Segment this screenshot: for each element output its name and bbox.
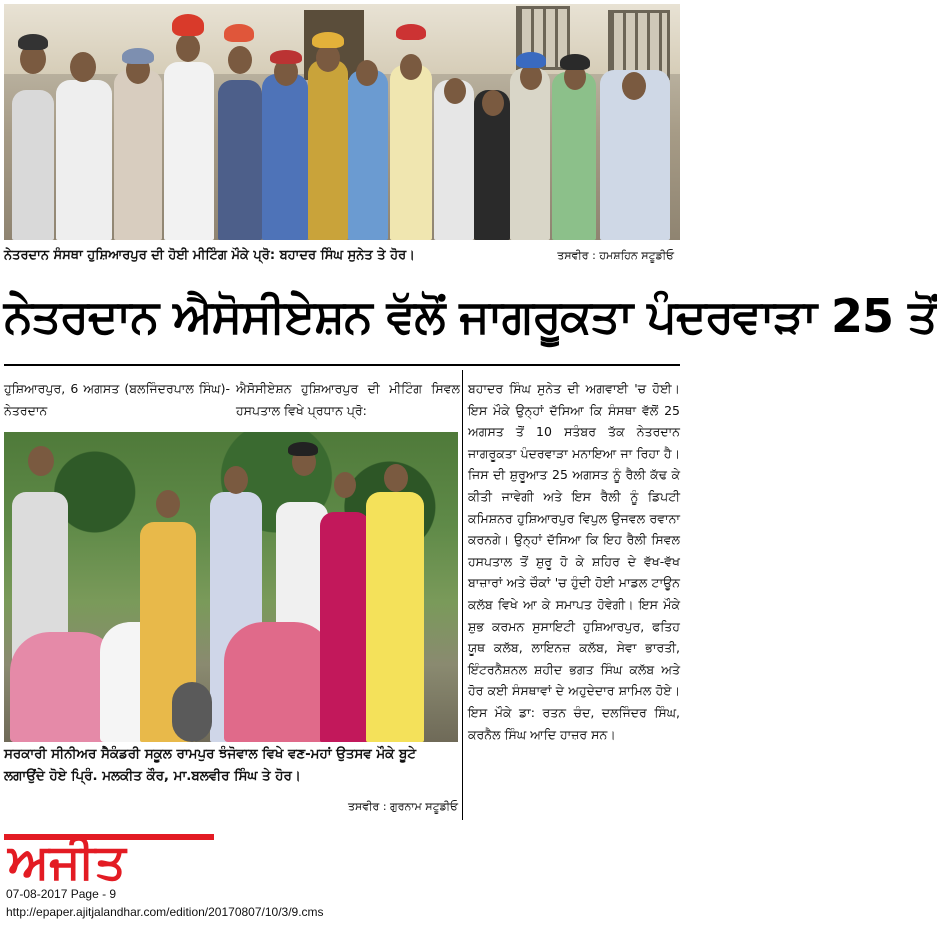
ajit-logo-mark xyxy=(4,828,224,890)
top-photo-caption: ਨੇਤਰਦਾਨ ਸੰਸਥਾ ਹੁਸ਼ਿਆਰਪੁਰ ਦੀ ਹੋਈ ਮੀਟਿੰਗ ਮੌਕੇ ਪ੍ਰੋ: ਬਹਾਦਰ ਸਿੰਘ ਸੁਨੇਤ ਤੇ ਹੋਰ। xyxy=(4,248,415,263)
article-column-3 xyxy=(468,378,680,818)
ajit-logo xyxy=(4,828,224,890)
article-col2-text: ਐਸੋਸੀਏਸ਼ਨ ਹੁਸ਼ਿਆਰਪੁਰ ਦੀ ਮੀਟਿੰਗ ਸਿਵਲ ਹਸਪਤਾਲ ਵਿਖੇ ਪ੍ਰਧਾਨ ਪ੍ਰੋ: xyxy=(236,381,460,418)
article-dateline: ਹੁਸ਼ਿਆਰਪੁਰ, 6 ਅਗਸਤ (ਬਲਜਿੰਦਰਪਾਲ ਸਿੰਘ)-ਨੇਤਰਦਾਨ xyxy=(4,381,230,418)
publication-date-page: 07-08-2017 Page - 9 xyxy=(6,887,117,901)
bottom-photo-credit: ਤਸਵੀਰ : ਗੁਰਨਾਮ ਸਟੂਡੀਓ xyxy=(347,800,458,813)
headline: ਨੇਤਰਦਾਨ ਐਸੋਸੀਏਸ਼ਨ ਵੱਲੋਂ ਜਾਗਰੂਕਤਾ ਪੰਦਰਵਾੜਾ 25 ਤੋਂ xyxy=(4,289,937,343)
column-divider xyxy=(462,370,463,820)
article-col3-text: ਬਹਾਦਰ ਸਿੰਘ ਸੁਨੇਤ ਦੀ ਅਗਵਾਈ 'ਚ ਹੋਈ। ਇਸ ਮੌਕੇ ਉਨ੍ਹਾਂ ਦੱਸਿਆ ਕਿ ਸੰਸਥਾ ਵੱਲੋਂ 25 ਅਗਸਤ ਤੋਂ 10 ਸਤੰਬਰ ਤੱਕ ਨੇਤਰਦਾਨ ਜਾਗਰੂਕਤਾ ਪੰਦਰਵਾੜਾ ਮਨਾਇਆ ਜਾ ਰਿਹਾ ਹੈ। ਜਿਸ ਦੀ ਸ਼ੁਰੂਆਤ 25 ਅਗਸਤ ਨੂੰ ਰੈਲੀ ਕੱਢ ਕੇ ਕੀਤੀ ਜਾਵੇਗੀ ਅਤੇ ਇਸ ਰੈਲੀ ਨੂੰ ਡਿਪਟੀ ਕਮਿਸ਼ਨਰ ਹੁਸ਼ਿਆਰਪੁਰ ਵਿਪੁਲ ਉਜਵਲ ਰਵਾਨਾ ਕਰਨਗੇ। ਉਨ੍ਹਾਂ ਦੱਸਿਆ ਕਿ ਇਹ ਰੈਲੀ ਸਿਵਲ ਹਸਪਤਾਲ ਤੋਂ ਸ਼ੁਰੂ ਹੋ ਕੇ ਸ਼ਹਿਰ ਦੇ ਵੱਖ-ਵੱਖ ਬਾਜ਼ਾਰਾਂ ਅਤੇ ਚੌਕਾਂ 'ਚ ਹੁੰਦੀ ਹੋਈ ਮਾਡਲ ਟਾਊਨ ਕਲੱਬ ਵਿਖੇ ਆ ਕੇ ਸਮਾਪਤ ਹੋਵੇਗੀ। ਇਸ ਮੌਕੇ ਸ਼ੁਭ ਕਰਮਨ ਸੁਸਾਇਟੀ ਹੁਸ਼ਿਆਰਪੁਰ, ਫਤਿਹ ਯੂਥ ਕਲੱਬ, ਲਾਇਨਜ਼ ਕਲੱਬ, ਸੇਵਾ ਭਾਰਤੀ, ਇੰਟਰਨੈਸ਼ਨਲ ਸ਼ਹੀਦ ਭਗਤ ਸਿੰਘ ਕਲੱਬ ਅਤੇ ਹੋਰ ਕਈ ਸੰਸਥਾਵਾਂ ਦੇ ਅਹੁਦੇਦਾਰ ਸ਼ਾਮਿਲ ਹੋਏ। ਇਸ ਮੌਕੇ ਡਾ: ਰਤਨ ਚੰਦ, ਦਲਜਿੰਦਰ ਸਿੰਘ, ਕਰਨੈਲ ਸਿੰਘ ਆਦਿ ਹਾਜ਼ਰ ਸਨ। xyxy=(468,381,680,742)
top-group-photo xyxy=(4,4,680,240)
top-photo-credit: ਤਸਵੀਰ : ਹਮਸ਼ਹਿਨ ਸਟੂਡੀਓ xyxy=(557,249,674,262)
bottom-tree-planting-photo xyxy=(4,432,458,742)
epaper-url[interactable]: http://epaper.ajitjalandhar.com/edition/20170807/10/3/9.cms xyxy=(6,905,324,919)
top-photo-caption-bar xyxy=(4,244,680,268)
ajit-logo-text: ਅਜੀਤ xyxy=(8,834,126,890)
article-column-2 xyxy=(236,378,460,424)
bottom-photo-caption: ਸਰਕਾਰੀ ਸੀਨੀਅਰ ਸੈਕੰਡਰੀ ਸਕੂਲ ਰਾਮਪੁਰ ਝੰਜੋਵਾਲ ਵਿਖੇ ਵਣ-ਮਹਾਂ ਉਤਸਵ ਮੌਕੇ ਬੂਟੇ ਲਗਾਉਂਦੇ ਹੋਏ ਪ੍ਰਿੰ. ਮਲਕੀਤ ਕੌਰ, ਮਾ.ਬਲਵੀਰ ਸਿੰਘ ਤੇ ਹੋਰ। xyxy=(4,747,416,784)
article-column-1 xyxy=(4,378,230,424)
headline-rule xyxy=(4,364,680,366)
